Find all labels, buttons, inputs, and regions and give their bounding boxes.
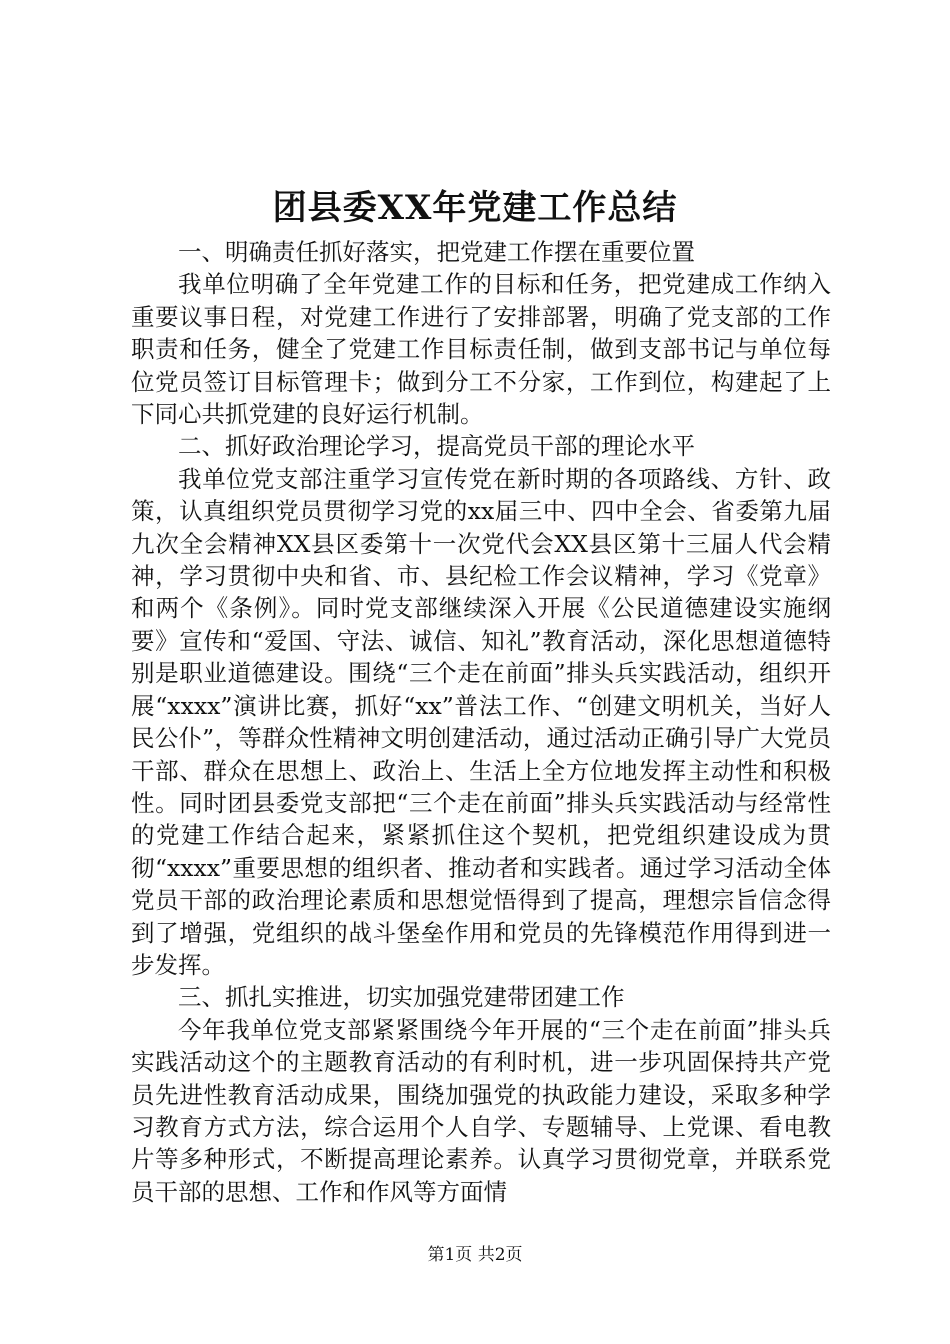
section-heading-3: 三、抓扎实推进，切实加强党建带团建工作 [178,983,625,1012]
section-heading-1: 一、明确责任抓好落实，把党建工作摆在重要位置 [178,238,695,266]
paragraph-1: 我单位明确了全年党建工作的目标和任务，把党建成工作纳入重要议事日程，对党建工作进行了安排部署，明确了党支部的工作职责和任务，健全了党建工作目标责任制，做到支部书记与单位每位党员签订目标管理卡；做到分工不分家，工作到位，构建起了上下同心共抓党建的良好运行机制。 [131,270,831,429]
document-title: 团县委XX年党建工作总结 [272,188,678,228]
page-footer: 第1页 共2页 [427,1245,523,1265]
paragraph-2: 我单位党支部注重学习宣传党在新时期的各项路线、方针、政策，认真组织党员贯彻学习党的xx届三中、四中全会、省委第九届九次全会精神XX县区委第十一次党代会XX县区第十三届人代会精神，学习贯彻中央和省、市、县纪检工作会议精神，学习《党章》和两个《条例》。同时党支部继续深入开展《公民道德建设实施纲要》宣传和“爱国、守法、诚信、知礼”教育活动，深化思想道德特别是职业道德建设。围绕“三个走在前面”排头兵实践活动，组织开展“xxxx”演讲比赛，抓好“xx”普法工作、“创建文明机关，当好人民公仆”，等群众性精神文明创建活动，通过活动正确引导广大党员干部、群众在思想上、政治上、生活上全方位地发挥主动性和积极性。同时团县委党支部把“三个走在前面”排头兵实践活动与经常性的党建工作结合起来，紧紧抓住这个契机，把党组织建设成为贯彻“xxxx”重要思想的组织者、推动者和实践者。通过学习活动全体党员干部的政治理论素质和思想觉悟得到了提高，理想宗旨信念得到了增强，党组织的战斗堡垒作用和党员的先锋模范作用得到进一步发挥。 [131,464,831,979]
paragraph-3: 今年我单位党支部紧紧围绕今年开展的“三个走在前面”排头兵实践活动这个的主题教育活动的有利时机，进一步巩固保持共产党员先进性教育活动成果，围绕加强党的执政能力建设，采取多种学习教育方式方法，综合运用个人自学、专题辅导、上党课、看电教片等多种形式，不断提高理论素养。认真学习贯彻党章，并联系党员干部的思想、工作和作风等方面情 [131,1015,831,1206]
document-body [131,236,831,1208]
section-heading-2: 二、抓好政治理论学习，提高党员干部的理论水平 [178,432,695,461]
